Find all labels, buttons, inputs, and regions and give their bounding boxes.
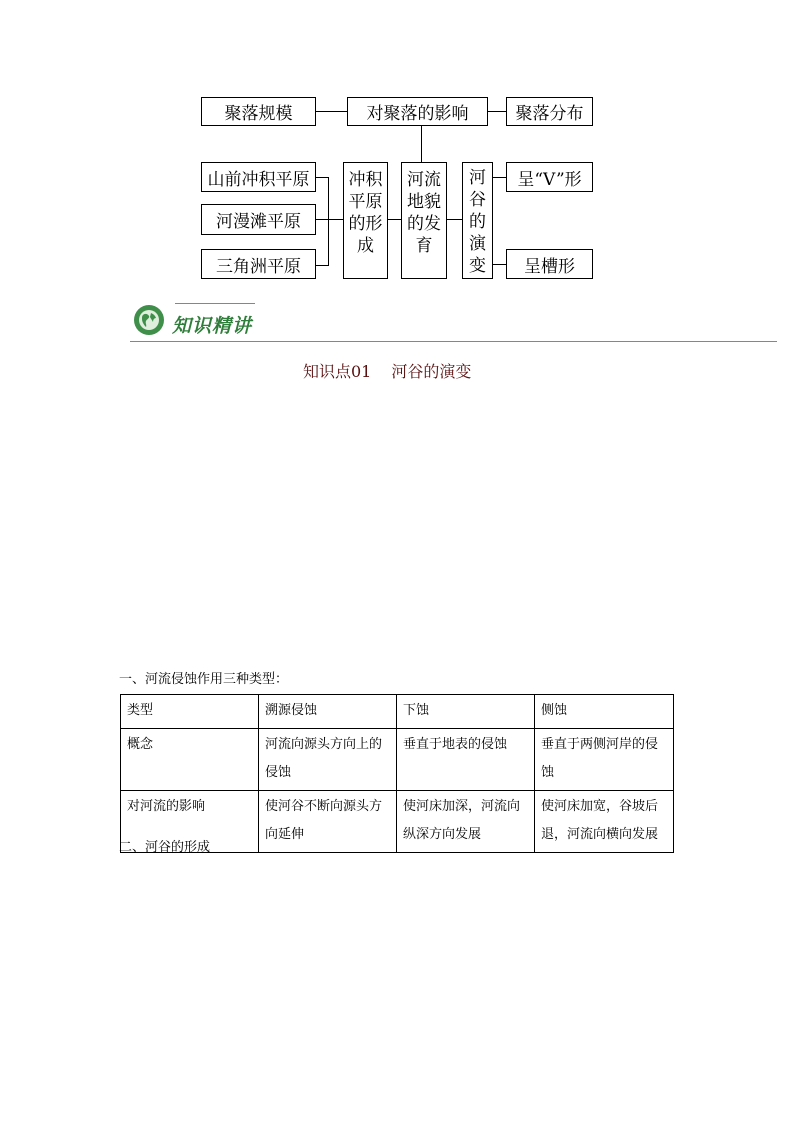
- connector-line: [316, 265, 328, 266]
- connector-line: [328, 177, 329, 266]
- erosion-table: [120, 694, 674, 853]
- connector-line: [447, 219, 462, 220]
- connector-line: [316, 219, 343, 220]
- table-cell: 对河流的影响: [121, 791, 259, 853]
- table-header-cell: 类型: [121, 695, 259, 729]
- table-cell: 垂直于两侧河岸的侵蚀: [535, 729, 674, 791]
- alluvial-plain-formation-label: 冲积 平原 的形 成: [348, 170, 383, 256]
- section-divider: [130, 341, 777, 342]
- piedmont-plain-label: 山前冲积平原: [207, 169, 310, 190]
- table-row: [121, 729, 674, 791]
- settlement-distribution-box: [506, 97, 593, 126]
- connector-line: [493, 264, 506, 265]
- settlement-influence-label: 对聚落的影响: [366, 104, 469, 124]
- settlement-scale-box: [201, 97, 316, 126]
- table-cell: 河流向源头方向上的侵蚀: [259, 729, 397, 791]
- table-header-cell: 下蚀: [397, 695, 535, 729]
- trough-shape-box: [506, 249, 593, 279]
- connector-line: [388, 219, 401, 220]
- globe-icon: [134, 305, 164, 335]
- erosion-intro: 一、河流侵蚀作用三种类型：: [119, 672, 289, 687]
- delta-plain-label: 三角洲平原: [216, 256, 301, 277]
- knowledge-point-number: 知识点01: [303, 362, 372, 381]
- alluvial-plain-formation-box: [343, 162, 388, 279]
- knowledge-point-title: 河谷的演变: [391, 362, 472, 381]
- floodplain-label: 河漫滩平原: [216, 212, 301, 232]
- trough-shape-label: 呈槽形: [524, 256, 575, 277]
- v-shape-label: 呈“V”形: [517, 169, 582, 190]
- delta-plain-box: [201, 249, 316, 279]
- v-shape-box: [506, 162, 593, 192]
- river-landform-box: [401, 162, 447, 279]
- table-cell: 垂直于地表的侵蚀: [397, 729, 535, 791]
- table-cell: 使河谷不断向源头方向延伸: [259, 791, 397, 853]
- valley-formation-heading: 二、河谷的形成: [119, 840, 211, 855]
- piedmont-plain-box: [201, 162, 316, 192]
- connector-line: [316, 111, 348, 112]
- river-landform-label: 河流 地貌 的发 育: [407, 170, 441, 256]
- section-badge-label: 知识精讲: [172, 315, 253, 337]
- connector-line: [488, 111, 506, 112]
- settlement-influence-box: [347, 97, 488, 126]
- connector-line: [493, 177, 506, 178]
- table-header-cell: 溯源侵蚀: [259, 695, 397, 729]
- floodplain-box: [201, 204, 316, 235]
- settlement-scale-label: 聚落规模: [224, 104, 293, 124]
- table-cell: 使河床加宽，谷坡后退，河流向横向发展: [535, 791, 674, 853]
- valley-evolution-label: 河 谷 的 演 变: [469, 168, 486, 276]
- table-cell: 概念: [121, 729, 259, 791]
- valley-evolution-box: [462, 162, 493, 279]
- table-cell: 使河床加深，河流向纵深方向发展: [397, 791, 535, 853]
- badge-top-rule: [175, 303, 255, 304]
- settlement-distribution-label: 聚落分布: [515, 104, 584, 124]
- table-header-cell: 侧蚀: [535, 695, 674, 729]
- knowledge-point-heading: [303, 359, 471, 382]
- connector-line: [316, 177, 328, 178]
- table-header-row: [121, 695, 674, 729]
- connector-line: [421, 126, 422, 162]
